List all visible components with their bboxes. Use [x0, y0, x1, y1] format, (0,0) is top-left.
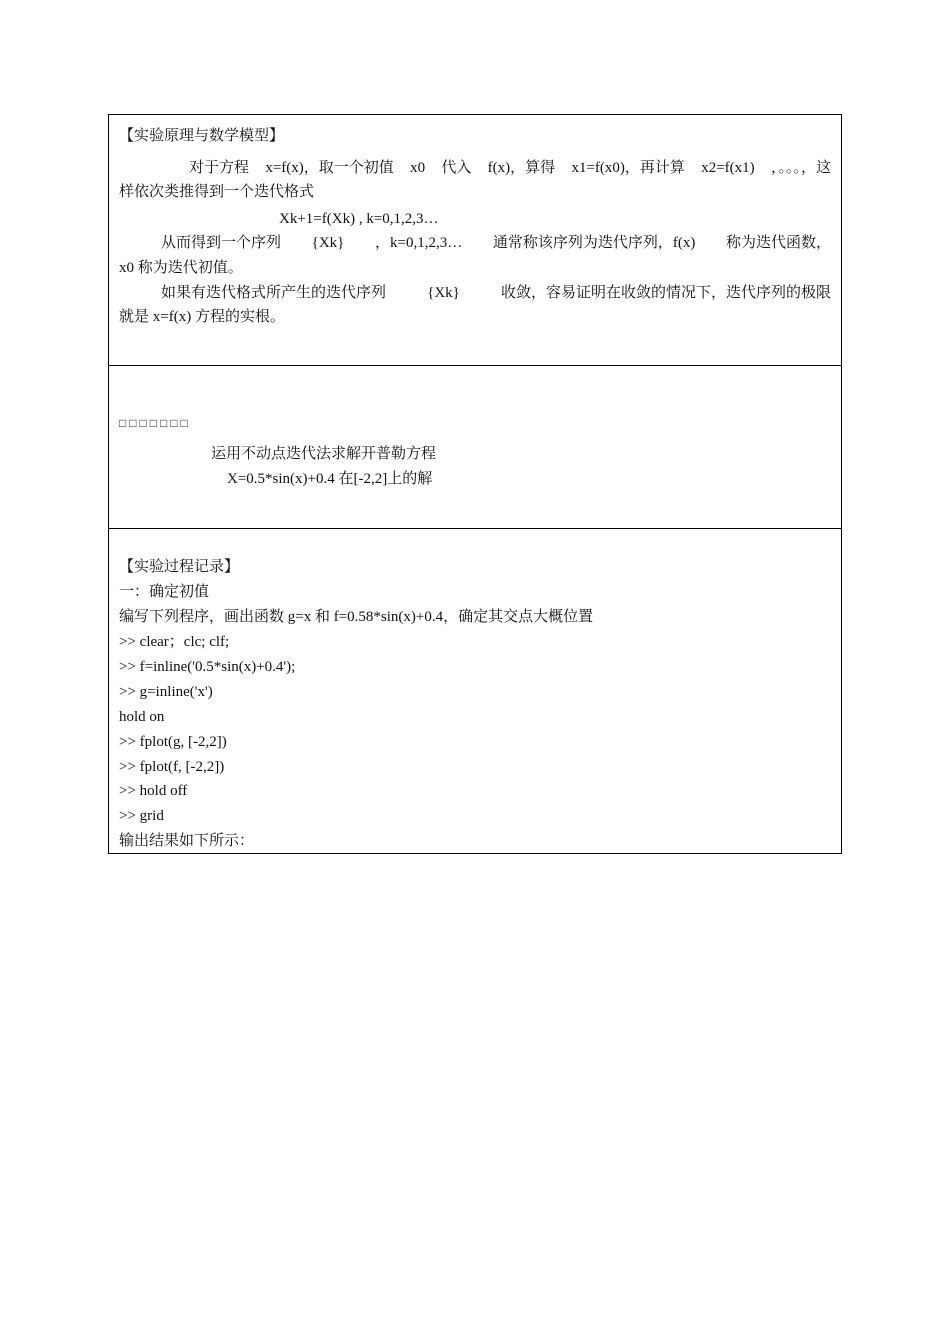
code-line: >> fplot(f, [-2,2]) [119, 759, 225, 775]
text-span: 收敛，容易证明在收敛的情况下，迭代序列的极限 [500, 285, 831, 301]
text-span: f(x)，算得 [487, 160, 556, 176]
report-table [108, 114, 842, 854]
principle-paragraph-2-line-1 [161, 233, 831, 253]
text-span: ，k=0,1,2,3… [375, 235, 463, 251]
principle-paragraph-3-line-2: 就是 x=f(x) 方程的实根。 [119, 309, 285, 325]
text-span: x1=f(x0)，再计算 [571, 160, 685, 176]
code-line: >> clear；clc; clf; [119, 634, 230, 650]
step-description: 编写下列程序，画出函数 g=x 和 f=0.58*sin(x)+0.4，确定其交点大概位置 [119, 609, 594, 625]
code-line: >> g=inline('x') [119, 684, 213, 700]
code-line: >> fplot(g, [-2,2]) [119, 734, 227, 750]
output-caption: 输出结果如下所示： [119, 833, 255, 849]
code-line: hold on [119, 709, 165, 725]
content-line-2: X=0.5*sin(x)+0.4 在[-2,2]上的解 [227, 471, 433, 487]
record-heading: 【实验过程记录】 [119, 559, 240, 575]
code-line: >> hold off [119, 783, 188, 799]
principle-paragraph-1-line-2: 样依次类推得到一个迭代格式 [119, 184, 315, 200]
principle-section [109, 115, 841, 366]
text-span: 通常称该序列为迭代序列，f(x) [492, 235, 696, 251]
text-span: 代入 [441, 160, 472, 176]
principle-paragraph-2-line-2: x0 称为迭代初值。 [119, 260, 243, 276]
text-span: 称为迭代函数， [725, 235, 831, 251]
text-span: 对于方程 [189, 160, 250, 176]
text-span: 如果有迭代格式所产生的迭代序列 [161, 285, 387, 301]
code-line: >> f=inline('0.5*sin(x)+0.4'); [119, 659, 296, 675]
text-span: {Xk} [311, 235, 345, 251]
text-span: x0 [410, 160, 426, 176]
content-line-1: 运用不动点迭代法求解开普勒方程 [211, 446, 437, 462]
content-section [109, 366, 841, 529]
text-span: {Xk} [427, 285, 460, 301]
principle-paragraph-1-line-1 [189, 158, 831, 178]
text-span: x2=f(x1) [701, 160, 755, 176]
code-line: >> grid [119, 808, 164, 824]
text-span: ，。。。，这 [770, 160, 831, 176]
record-section [109, 529, 841, 853]
text-span: 从而得到一个序列 [161, 235, 282, 251]
principle-paragraph-3-line-1 [161, 283, 831, 303]
content-heading: □□□□□□□ [119, 416, 191, 430]
text-span: x=f(x)，取一个初值 [265, 160, 394, 176]
iteration-formula: Xk+1=f(Xk) , k=0,1,2,3… [279, 211, 439, 227]
step-title: 一：确定初值 [119, 584, 210, 600]
principle-heading: 【实验原理与数学模型】 [119, 128, 285, 144]
